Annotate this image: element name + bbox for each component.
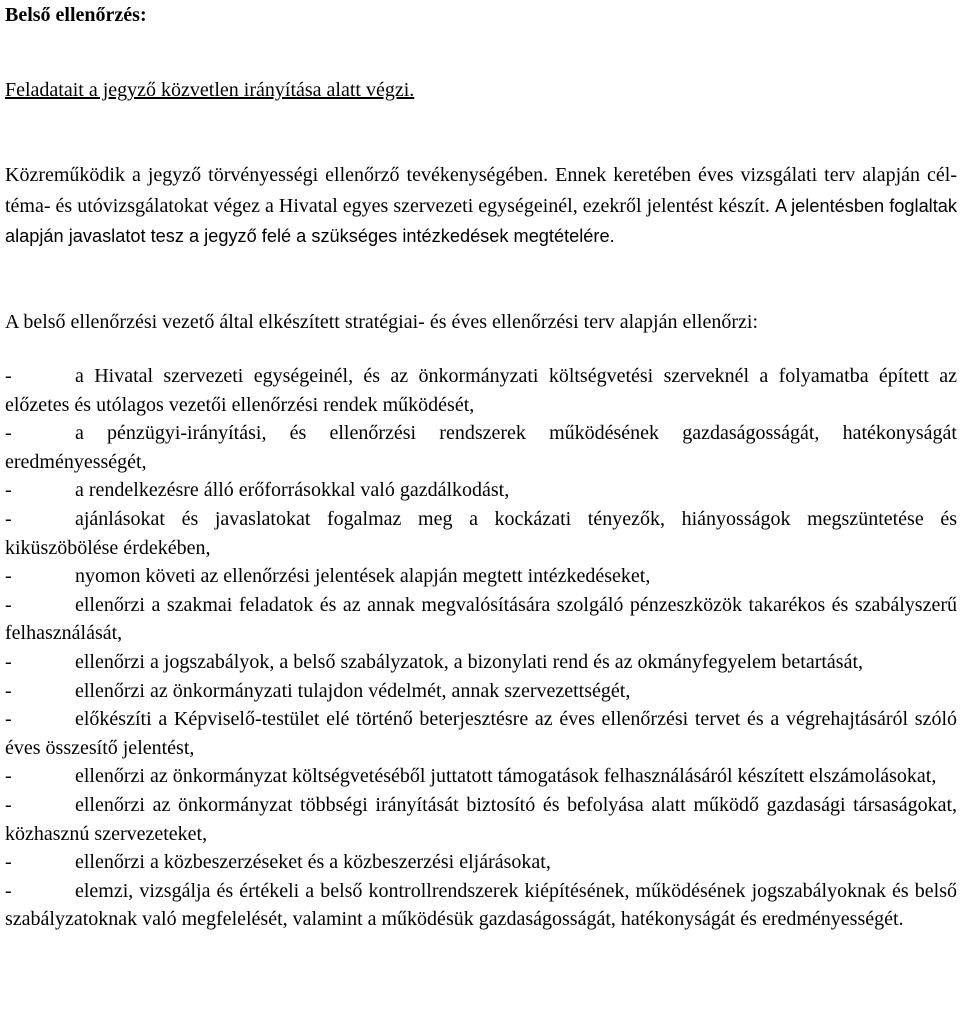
list-item [5, 648, 957, 677]
list-item [5, 791, 957, 848]
list-item-text: ellenőrzi a szakmai feladatok és az annak megvalósítására szolgáló pénzeszközök takarékos és szabályszerű felhasználását, [5, 593, 957, 645]
list-item [5, 562, 957, 591]
list-item-text: a rendelkezésre álló erőforrásokkal való gazdálkodást, [75, 479, 510, 502]
list-item-text: ellenőrzi az önkormányzat költségvetéséből juttatott támogatások felhasználásáról készített elszámolásokat, [75, 765, 937, 788]
list-item-marker: - [5, 765, 12, 788]
list-item-text: elemzi, vizsgálja és értékeli a belső kontrollrendszerek kiépítésének, működésének jogszabályoknak és belső szabályzatoknak való megfelelését, valamint a működésük gazdaságosságát, hatékonyságát és eredményességét. [5, 879, 957, 931]
list-item-marker: - [5, 365, 12, 387]
list-item [5, 877, 957, 934]
list-item-marker: - [5, 565, 12, 588]
list-item-marker: - [5, 422, 12, 445]
list-item [5, 419, 957, 476]
list-item-text: a Hivatal szervezeti egységeinél, és az önkormányzati költségvetési szerveknél a folyamatba épített az előzetes és utólagos vezetői ellenőrzési rendek működését, [5, 365, 957, 416]
list-item-text: ellenőrzi a jogszabályok, a belső szabályzatok, a bizonylati rend és az okmányfegyelem betartását, [75, 650, 864, 673]
list-item-text: nyomon követi az ellenőrzési jelentések alapján megtett intézkedéseket, [75, 565, 651, 588]
list-item-marker: - [5, 793, 12, 816]
list-item [5, 762, 957, 791]
list-item-marker: - [5, 507, 12, 530]
list-item-text: ajánlásokat és javaslatokat fogalmaz meg a kockázati tényezők, hiányosságok megszüntetése és kiküszöbölése érdekében, [5, 507, 957, 559]
section-subtitle: Feladatait a jegyző közvetlen irányítása alatt végzi. [5, 79, 415, 101]
list-item [5, 362, 957, 419]
list-item-marker: - [5, 479, 12, 502]
list-item-marker: - [5, 851, 12, 874]
duty-list [5, 362, 957, 934]
list-item-text: a pénzügyi-irányítási, és ellenőrzési rendszerek működésének gazdaságosságát, hatékonyságát eredményességét, [5, 422, 957, 473]
list-item-marker: - [5, 593, 12, 616]
list-item [5, 677, 957, 706]
paragraph-cooperation-sans-text: A jelentésben foglaltak alapján javaslatot tesz a jegyző felé a szükséges intézkedések megtételére. [5, 195, 957, 246]
list-item-text: ellenőrzi az önkormányzat többségi irányítását biztosító és befolyása alatt működő gazdasági társaságokat, közhasznú szervezeteket, [5, 793, 957, 845]
list-item-text: ellenőrzi az önkormányzati tulajdon védelmét, annak szervezettségét, [75, 679, 631, 702]
list-item-marker: - [5, 708, 12, 731]
paragraph-cooperation [5, 160, 957, 252]
section-heading: Belső ellenőrzés: [5, 4, 147, 26]
list-item [5, 476, 957, 505]
list-item [5, 705, 957, 762]
paragraph-cooperation-text: Közreműködik a jegyző törvényességi ellenőrző tevékenységében. Ennek keretében éves vizsgálati terv alapján cél- téma- és utóvizsgálatokat végez a Hivatal egyes szervezeti egységeinél, ezekről jelentést készít. [5, 164, 957, 217]
list-item-text: ellenőrzi a közbeszerzéseket és a közbeszerzési eljárásokat, [75, 851, 551, 874]
list-item [5, 848, 957, 877]
list-item [5, 591, 957, 648]
list-item [5, 505, 957, 562]
list-item-text: előkészíti a Képviselő-testület elé történő beterjesztésre az éves ellenőrzési tervet és a végrehajtásáról szóló éves összesítő jelentést, [5, 708, 957, 759]
list-item-marker: - [5, 650, 12, 673]
list-item-marker: - [5, 879, 12, 902]
paragraph-audit-scope: A belső ellenőrzési vezető által elkészített stratégiai- és éves ellenőrzési terv alapján ellenőrzi: [5, 311, 758, 333]
list-item-marker: - [5, 679, 12, 702]
